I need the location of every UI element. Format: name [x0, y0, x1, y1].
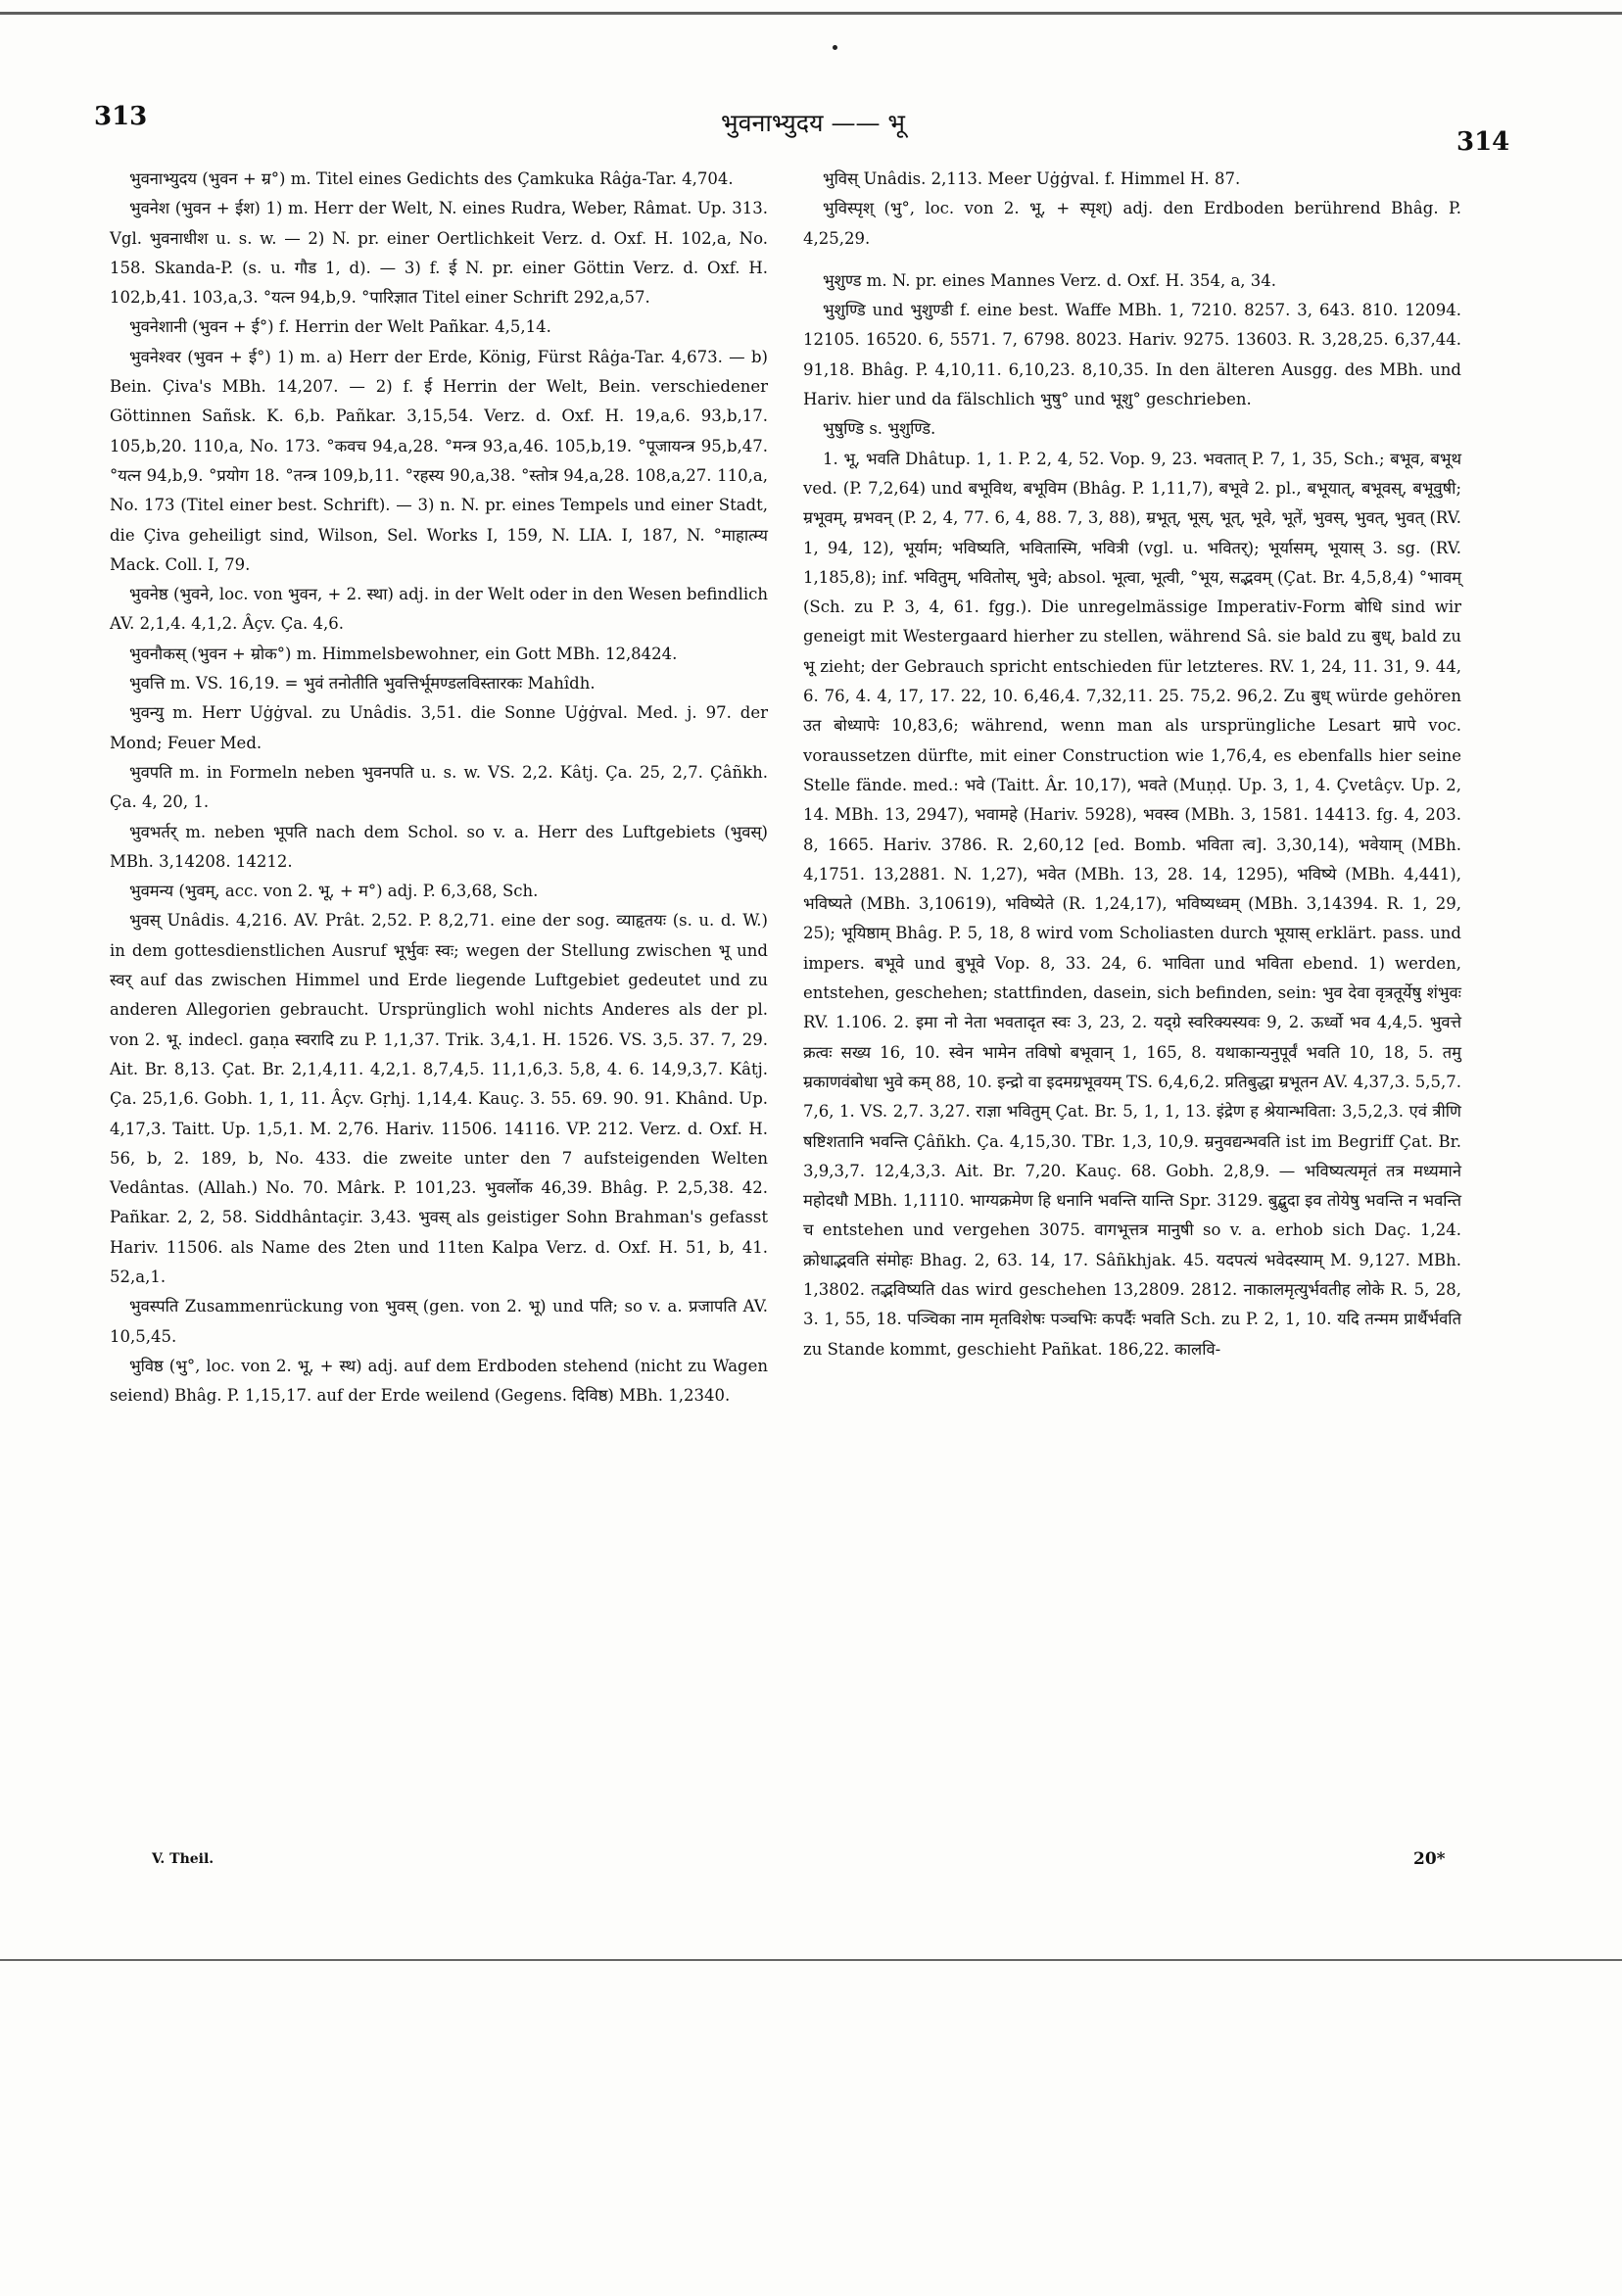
entry-bhuvaspati: भुवस्पति Zusammenrückung von भुवस् (gen. von 2. भू) und पति; so v. a. प्रजापति AV. 10,5,45.	[110, 1297, 768, 1346]
entry-bhuvis: भुविस् Unâdis. 2,113. Meer Uġġval. f. Himmel H. 87.	[823, 169, 1241, 188]
entry-bhushundi-ref: भुषुण्डि s. भुशुण्डि.	[823, 419, 936, 439]
left-column	[110, 165, 768, 1411]
entry-bhuvaneshvara: भुवनेश्वर (भुवन + ई°) 1) m. a) Herr der Erde, König, Fürst Râġa-Tar. 4,673. — b) Bein. Çiva's MBh. 14,207. — 2) f. ई Herrin der Welt, Bein. verschiedener Göttinnen Sañsk. K. 6,b. Pañkar. 3,15,54. Verz. d. Oxf. H. 19,a,6. 93,b,17. 105,b,20. 110,a, No. 173. °कवच 94,a,28. °मन्त्र 93,a,46. 105,b,19. °पूजायन्त्र 95,b,47. °यत्न 94,b,9. °प्रयोग 18. °तन्त्र 109,b,11. °रहस्य 90,a,38. °स्तोत्र 94,a,28. 108,a,27. 110,a, No. 173 (Titel einer best. Schrift). — 3) n. N. pr. eines Tempels und einer Stadt, die Çiva geheiligt sind, Wilson, Sel. Works I, 159, N. LIA. I, 187, N. °माहात्म्य Mack. Coll. I, 79.	[110, 347, 768, 574]
page-number-right: 314	[1456, 127, 1510, 157]
entry-bhuvanyu: भुवन्यु m. Herr Uġġval. zu Unâdis. 3,51. die Sonne Uġġval. Med. j. 97. der Mond; Feuer Med.	[110, 703, 768, 752]
entry-bhuvaneshtha: भुवनेष्ठ (भुवने, loc. von भुवन, + 2. स्था) adj. in der Welt oder in den Wesen befindlich AV. 2,1,4. 4,1,2. Âçv. Ça. 4,6.	[110, 585, 768, 634]
entry-bhuvabhartar: भुवभर्तर् m. neben भूपति nach dem Schol. so v. a. Herr des Luftgebiets (भुवस्) MBh. 3,14208. 14212.	[110, 822, 768, 871]
entry-bhu-bhavati: 1. भू, भवति Dhâtup. 1, 1. P. 2, 4, 52. Vop. 9, 23. भवतात् P. 7, 1, 35, Sch.; बभूव, बभूथ ved. (P. 7,2,64) und बभूविथ, बभूविम (Bhâg. P. 1,11,7), बभूवे 2. pl., बभूयात्, बभूवस्, बभूवुषी; म्रभूवम्, म्रभवन् (P. 2, 4, 77. 6, 4, 88. 7, 3, 88), म्रभूत्, भूस्, भूत्, भूवे, भूतें, भुवस्, भुवत्, भुवत् (RV. 1, 94, 12), भूर्याम; भविष्यति, भवितास्मि, भवित्री (vgl. u. भवितर्); भूर्यासम्, भूयास् 3. sg. (RV. 1,185,8); inf. भवितुम्, भवितोस्, भुवे; absol. भूत्वा, भूत्वी, °भूय, सद्भवम् (Çat. Br. 4,5,8,4) °भावम् (Sch. zu P. 3, 4, 61. fgg.). Die unregelmässige Imperativ-Form बोधि sind wir geneigt mit Westergaard hierher zu stellen, während Sâ. sie bald zu बुध्, bald zu भू zieht; der Gebrauch spricht entschieden für letzteres. RV. 1, 24, 11. 31, 9. 44, 6. 76, 4. 4, 17, 17. 22, 10. 6,46,4. 7,32,11. 25. 75,2. 96,2. Zu बुध् würde gehören उत बोध्यापेः 10,83,6; während, wenn man als ursprüngliche Lesart म्रापे voc. voraussetzen dürfte, mit einer Construction wie 1,76,4, es ebenfalls hier seine Stelle fände. med.: भवे (Taitt. Âr. 10,17), भवते (Muṇḍ. Up. 3, 1, 4. Çvetâçv. Up. 2, 14. MBh. 13, 2947), भवामहे (Hariv. 5928), भवस्व (MBh. 3, 1581. 14413. fg. 4, 203. 8, 1665. Hariv. 3786. R. 2,60,12 [ed. Bomb. भविता त्व]. 3,30,14), भवेयाम् (MBh. 4,1751. 13,2881. N. 1,27), भवेत (MBh. 13, 28. 14, 1295), भविष्ये (MBh. 4,441), भविष्यते (MBh. 3,10619), भविष्येते (R. 1,24,17), भविष्यध्वम् (MBh. 3,14394. R. 1, 29, 25); भूयिष्ठाम् Bhâg. P. 5, 18, 8 wird vom Scholiasten durch भूयास् erklärt. pass. und impers. बभूवे und बुभूवे Vop. 8, 33. 24, 6. भाविता und भविता ebend. 1) werden, entstehen, geschehen; stattfinden, dasein, sich befinden, sein: भुव देवा वृत्रतूर्येषु शंभुवः RV. 1.106. 2. इमा नो नेता भवतादृत स्वः 3, 23, 2. यद्ग्रे स्वरिक्यस्यवः 9, 2. ऊर्ध्वो भव 4,4,5. भुवत्ते क्रत्वः सख्य 16, 10. स्वेन भामेन तविषो बभूवान् 1, 165, 8. यथाकान्यनुपूर्वं भवति 10, 18, 5. तमु म्रकाणवंबोधा भुवे कम् 88, 10. इन्द्रो वा इदमग्रभूवयम् TS. 6,4,6,2. प्रतिबुद्धा म्रभूतन AV. 4,37,3. 5,5,7. 7,6, 1. VS. 2,7. 3,27. राज्ञा भवितुम् Çat. Br. 5, 1, 1, 13. इंद्रेण ह श्रेयान्भविता: 3,5,2,3. एवं त्रीणि षष्टिशतानि भवन्ति Çâñkh. Ça. 4,15,30. TBr. 1,3, 10,9. म्रनुवद्यन्भवति ist im Begriff Çat. Br. 3,9,3,7. 12,4,3,3. Ait. Br. 7,20. Kauç. 68. Gobh. 2,8,9. — भविष्यत्यमृतं तत्र मध्यमाने महोदधौ MBh. 1,1110. भाग्यक्रमेण हि धनानि भवन्ति यान्ति Spr. 3129. बुद्बुदा इव तोयेषु भवन्ति न भवन्ति च entstehen und vergehen 3075. वागभूत्तत्र मानुषी so v. a. erhob sich Daç. 1,24. क्रोधाद्भवति संमोहः Bhag. 2, 63. 14, 17. Sâñkhjak. 45. यदपत्यं भवेदस्याम् M. 9,127. MBh. 1,3802. तद्भविष्यति das wird geschehen 13,2809. 2812. नाकालमृत्युर्भवतीह लोके R. 5, 28, 3. 1, 55, 18. पञ्चिका नाम मृतविशेषः पञ्चभिः कपर्दैः भवति Sch. zu P. 2, 1, 10. यदि तन्मम प्रार्थैर्भवति zu Stande kommt, geschieht Pañkat. 186,22. कालवि-	[803, 449, 1461, 1359]
bottom-scan-border	[0, 1959, 1622, 1961]
ink-speck	[833, 45, 837, 50]
printer-signature: 20*	[1413, 1849, 1446, 1869]
entry-bhuvishtha: भुविष्ठ (भु°, loc. von 2. भू, + स्थ) adj. auf dem Erdboden stehend (nicht zu Wagen seiend) Bhâg. P. 1,15,17. auf der Erde weilend (Gegens. दिविष्ठ) MBh. 1,2340.	[110, 1356, 768, 1406]
top-scan-border	[0, 12, 1622, 15]
entry-bhuvas: भुवस् Unâdis. 4,216. AV. Prât. 2,52. P. 8,2,71. eine der sog. व्याहृतयः (s. u. d. W.) in dem gottesdienstlichen Ausruf भूर्भुवः स्वः; wegen der Stellung zwischen भू und स्वर् auf das zwischen Himmel und Erde liegende Luftgebiet gedeutet und zu anderen Allegorien gebraucht. Ursprünglich wohl nichts Anderes als der pl. von 2. भू. indecl. gaṇa स्वरादि zu P. 1,1,37. Trik. 3,4,1. H. 1526. VS. 3,5. 37. 7, 29. Ait. Br. 8,13. Çat. Br. 2,1,4,11. 4,2,1. 8,7,4,5. 11,1,6,3. 5,8, 4. 6. 14,9,3,7. Kâtj. Ça. 25,1,6. Gobh. 1, 1, 11. Âçv. Gṛhj. 1,14,4. Kauç. 3. 55. 69. 90. 91. Khând. Up. 4,17,3. Taitt. Up. 1,5,1. M. 2,76. Hariv. 11506. 14116. VP. 212. Verz. d. Oxf. H. 56, b, 2. 189, b, No. 433. die zweite unter den 7 aufsteigenden Welten Vedântas. (Allah.) No. 70. Mârk. P. 101,23. भुवर्लोक 46,39. Bhâg. P. 2,5,38. 42. Pañkar. 2, 2, 58. Siddhântaçir. 3,43. भुवस् als geistiger Sohn Brahman's gefasst Hariv. 11506. als Name des 2ten und 11ten Kalpa Verz. d. Oxf. H. 51, b, 41. 52,a,1.	[110, 911, 768, 1286]
entry-gap	[803, 254, 1461, 266]
entry-bhushunda: भुशुण्ड m. N. pr. eines Mannes Verz. d. Oxf. H. 354, a, 34.	[823, 270, 1277, 290]
entry-bhuvanti: भुवत्ति m. VS. 16,19. = भुवं तनोतीति भुवत्तिर्भूमण्डलविस्तारकः Mahîdh.	[129, 674, 596, 694]
page-number-left: 313	[94, 102, 148, 131]
entry-bhuvapati: भुवपति m. in Formeln neben भुवनपति u. s. w. VS. 2,2. Kâtj. Ça. 25, 2,7. Çâñkh. Ça. 4, 20, 1.	[110, 762, 768, 812]
entry-bhushundi: भुशुण्डि und भुशुण्डी f. eine best. Waffe MBh. 1, 7210. 8257. 3, 643. 810. 12094. 12105. 16520. 6, 5571. 7, 6798. 8023. Hariv. 9275. 13603. R. 3,28,25. 6,37,44. 91,18. Bhâg. P. 4,10,11. 6,10,23. 8,10,35. In den älteren Ausgg. des MBh. und Hariv. hier und da fälschlich भुषु° und भूशु° geschrieben.	[803, 301, 1461, 409]
entry-bhuvanaukas: भुवनौकस् (भुवन + म्रोक°) m. Himmelsbewohner, ein Gott MBh. 12,8424.	[129, 644, 678, 663]
running-head: भुवनाभ्युदय —— भू	[721, 109, 905, 137]
entry-bhuvisprish: भुविस्पृश् (भु°, loc. von 2. भू, + स्पृश्) adj. den Erdboden berührend Bhâg. P. 4,25,29.	[803, 199, 1461, 248]
entry-bhuvamanya: भुवमन्य (भुवम्, acc. von 2. भू, + म°) adj. P. 6,3,68, Sch.	[129, 882, 539, 901]
volume-note: V. Theil.	[152, 1851, 215, 1867]
entry-bhuvaneshani: भुवनेशानी (भुवन + ई°) f. Herrin der Welt Pañkar. 4,5,14.	[129, 317, 551, 337]
entry-bhuvanabhyudaya: भुवनाभ्युदय (भुवन + म्र°) m. Titel eines Gedichts des Çamkuka Râġa-Tar. 4,704.	[129, 169, 734, 188]
entry-bhuvanesha: भुवनेश (भुवन + ईश) 1) m. Herr der Welt, N. eines Rudra, Weber, Râmat. Up. 313. Vgl. भुवनाधीश u. s. w. — 2) N. pr. einer Oertlichkeit Verz. d. Oxf. H. 102,a, No. 158. Skanda-P. (s. u. गौड 1, d). — 3) f. ई N. pr. einer Göttin Verz. d. Oxf. H. 102,b,41. 103,a,3. °यत्न 94,b,9. °पारिज्ञात Titel einer Schrift 292,a,57.	[110, 199, 768, 308]
right-column	[803, 165, 1461, 1364]
